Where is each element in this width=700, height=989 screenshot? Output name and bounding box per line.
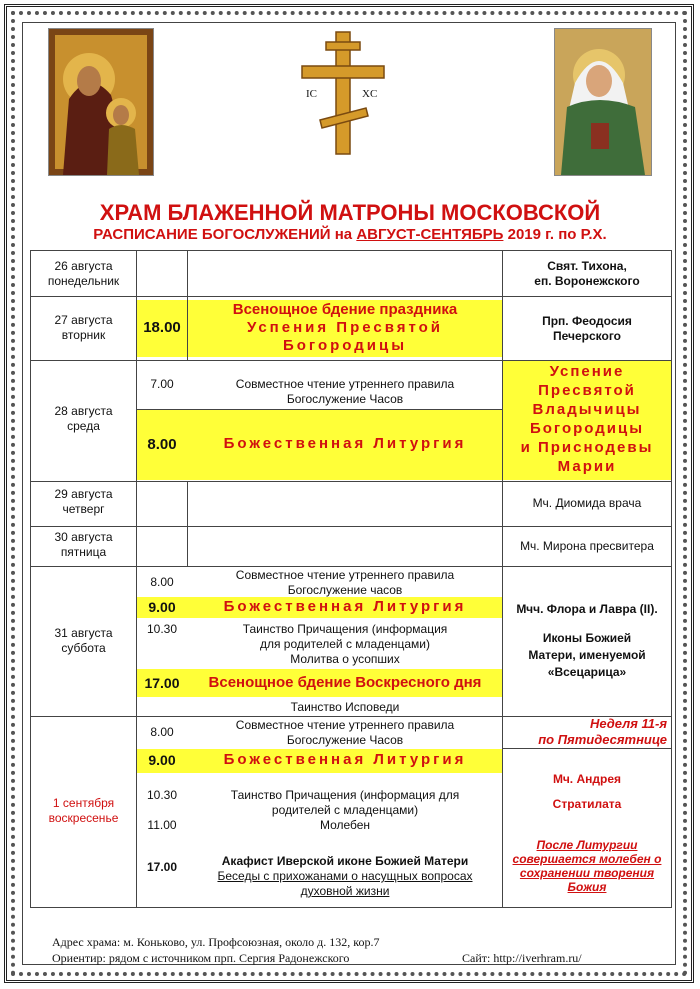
date-31 xyxy=(31,626,136,656)
time-01-4: 11.00 xyxy=(147,818,177,832)
grid-line xyxy=(30,296,672,297)
grid-line xyxy=(30,566,672,567)
time-31-2: 9.00 xyxy=(148,599,176,615)
date-label: 28 августа xyxy=(54,404,113,418)
time-31-1: 8.00 xyxy=(150,575,174,589)
feast-31 xyxy=(503,602,671,680)
cross-inscription-right: XC xyxy=(362,88,378,100)
weekday-label: понедельник xyxy=(47,274,120,288)
service-line: Богослужение Часов xyxy=(286,733,404,747)
note-line: Божия xyxy=(567,880,607,894)
grid-line xyxy=(30,481,672,482)
subtitle-prefix: РАСПИСАНИЕ БОГОСЛУЖЕНИЙ на xyxy=(93,226,357,243)
week-01 xyxy=(503,716,667,748)
service-line: Совместное чтение утреннего правила xyxy=(235,377,455,391)
weekday-label: воскресенье xyxy=(48,811,119,825)
time-27: 18.00 xyxy=(143,319,181,336)
feast-line: Прп. Феодосия xyxy=(542,314,632,328)
service-line: Успения Пресвятой xyxy=(246,319,444,336)
feast-29: Мч. Диомида врача xyxy=(532,496,642,510)
feast-line: Марии xyxy=(557,458,617,475)
feast-line: Богородицы xyxy=(529,420,645,437)
church-title: ХРАМ БЛАЖЕННОЙ МАТРОНЫ МОСКОВСКОЙ xyxy=(99,200,601,225)
week-line: по Пятидесятнице xyxy=(538,732,667,747)
grid-line xyxy=(503,748,671,749)
feast-line: Печерского xyxy=(553,329,621,343)
service-line: Молитва о усопших xyxy=(290,652,400,666)
time-28-2: 8.00 xyxy=(147,436,177,453)
feast-line: Иконы Божией xyxy=(542,631,632,645)
service-line: Совместное чтение утреннего правила xyxy=(235,568,455,582)
grid-line xyxy=(30,250,672,251)
service-line: Акафист Иверской иконе Божией Матери xyxy=(221,854,469,868)
service-31-2: Божественная Литургия xyxy=(223,598,467,615)
feast-line: Мчч. Флора и Лавра (II). xyxy=(516,602,658,616)
service-01-1 xyxy=(188,718,502,748)
date-29 xyxy=(31,487,136,517)
feast-line: Пресвятой xyxy=(538,382,636,399)
service-01-2: Божественная Литургия xyxy=(223,751,467,768)
feast-line: Стратилата xyxy=(552,797,622,811)
service-31-5: Таинство Исповеди xyxy=(290,700,400,714)
service-line: Совместное чтение утреннего правила xyxy=(235,718,455,732)
date-27 xyxy=(31,313,136,343)
week-line: Неделя 11-я xyxy=(589,716,667,731)
date-label: 26 августа xyxy=(54,259,113,273)
feast-line: Владычицы xyxy=(532,401,642,418)
service-line: Таинство Причащения (информация для xyxy=(230,788,460,802)
service-line: Таинство Причащения (информация xyxy=(242,622,448,636)
service-line: Богослужение часов xyxy=(287,583,403,597)
address-text: Адрес храма: м. Коньково, ул. Профсоюзная, около д. 132, кор.7 xyxy=(52,935,380,949)
service-line: Богородицы xyxy=(282,337,408,354)
service-line: духовной жизни xyxy=(300,884,390,898)
grid-line xyxy=(30,526,672,527)
grid-line xyxy=(30,360,672,361)
time-01-1: 8.00 xyxy=(150,725,174,739)
service-line: Всенощное бдение праздника xyxy=(232,301,458,318)
weekday-label: пятница xyxy=(60,545,107,559)
service-27 xyxy=(188,301,502,355)
weekday-label: среда xyxy=(67,419,100,433)
grid-line xyxy=(671,250,672,908)
note-01 xyxy=(503,838,671,894)
service-line: для родителей с младенцами) xyxy=(259,637,431,651)
feast-line: еп. Воронежского xyxy=(534,274,640,288)
service-line: Богослужение Часов xyxy=(286,392,404,406)
time-01-3: 10.30 xyxy=(146,788,178,802)
date-label: 30 августа xyxy=(54,530,113,544)
time-28-1: 7.00 xyxy=(150,377,174,391)
feast-line: Мч. Андрея xyxy=(552,772,621,786)
feast-01 xyxy=(503,772,671,812)
date-label: 1 сентября xyxy=(52,796,115,810)
service-31-4: Всенощное бдение Воскресного дня xyxy=(208,674,482,691)
feast-line: Свят. Тихона, xyxy=(547,259,627,273)
time-31-4: 17.00 xyxy=(144,675,180,691)
date-26 xyxy=(31,259,136,289)
date-01 xyxy=(31,796,136,826)
feast-line: «Всецарица» xyxy=(547,665,627,679)
grid-line xyxy=(187,481,188,566)
cross-inscription-left: IC xyxy=(306,88,317,100)
weekday-label: вторник xyxy=(61,328,106,342)
date-label: 31 августа xyxy=(54,626,113,640)
weekday-label: суббота xyxy=(61,641,106,655)
service-line: родителей с младенцами) xyxy=(271,803,419,817)
feast-line: Матери, именуемой xyxy=(528,648,646,662)
site-link[interactable]: Сайт: http://iverhram.ru/ xyxy=(462,951,582,965)
service-31-3 xyxy=(188,622,502,667)
feast-30: Мч. Мирона пресвитера xyxy=(520,539,654,553)
service-01-5 xyxy=(188,854,502,899)
date-label: 29 августа xyxy=(54,487,113,501)
weekday-label: четверг xyxy=(62,502,105,516)
time-01-5: 17.00 xyxy=(146,860,178,874)
note-line: совершается молебен о xyxy=(512,852,662,866)
note-line: сохранении творения xyxy=(519,866,655,880)
grid-line xyxy=(137,409,502,410)
service-line: Беседы с прихожанами о насущных вопросах xyxy=(217,869,473,883)
date-label: 27 августа xyxy=(54,313,113,327)
subtitle-month: АВГУСТ-СЕНТЯБРЬ xyxy=(356,226,504,243)
service-line: Молебен xyxy=(319,818,371,832)
note-line: После Литургии xyxy=(536,838,638,852)
feast-27 xyxy=(503,314,671,344)
feast-26 xyxy=(503,259,671,289)
date-30 xyxy=(31,530,136,560)
feast-line: и Приснодевы xyxy=(520,439,654,456)
service-01-3 xyxy=(188,788,502,833)
service-31-1 xyxy=(188,568,502,598)
feast-line: Успение xyxy=(549,363,625,380)
subtitle-suffix: 2019 г. по Р.Х. xyxy=(503,226,607,243)
service-28-2: Божественная Литургия xyxy=(223,435,467,452)
date-28 xyxy=(31,404,136,434)
time-31-3: 10.30 xyxy=(146,622,178,636)
landmark-text: Ориентир: рядом с источником прп. Сергия Радонежского xyxy=(52,951,350,965)
grid-line xyxy=(30,907,672,908)
time-01-2: 9.00 xyxy=(148,752,176,768)
service-28-1 xyxy=(188,377,502,407)
feast-28 xyxy=(503,362,671,476)
